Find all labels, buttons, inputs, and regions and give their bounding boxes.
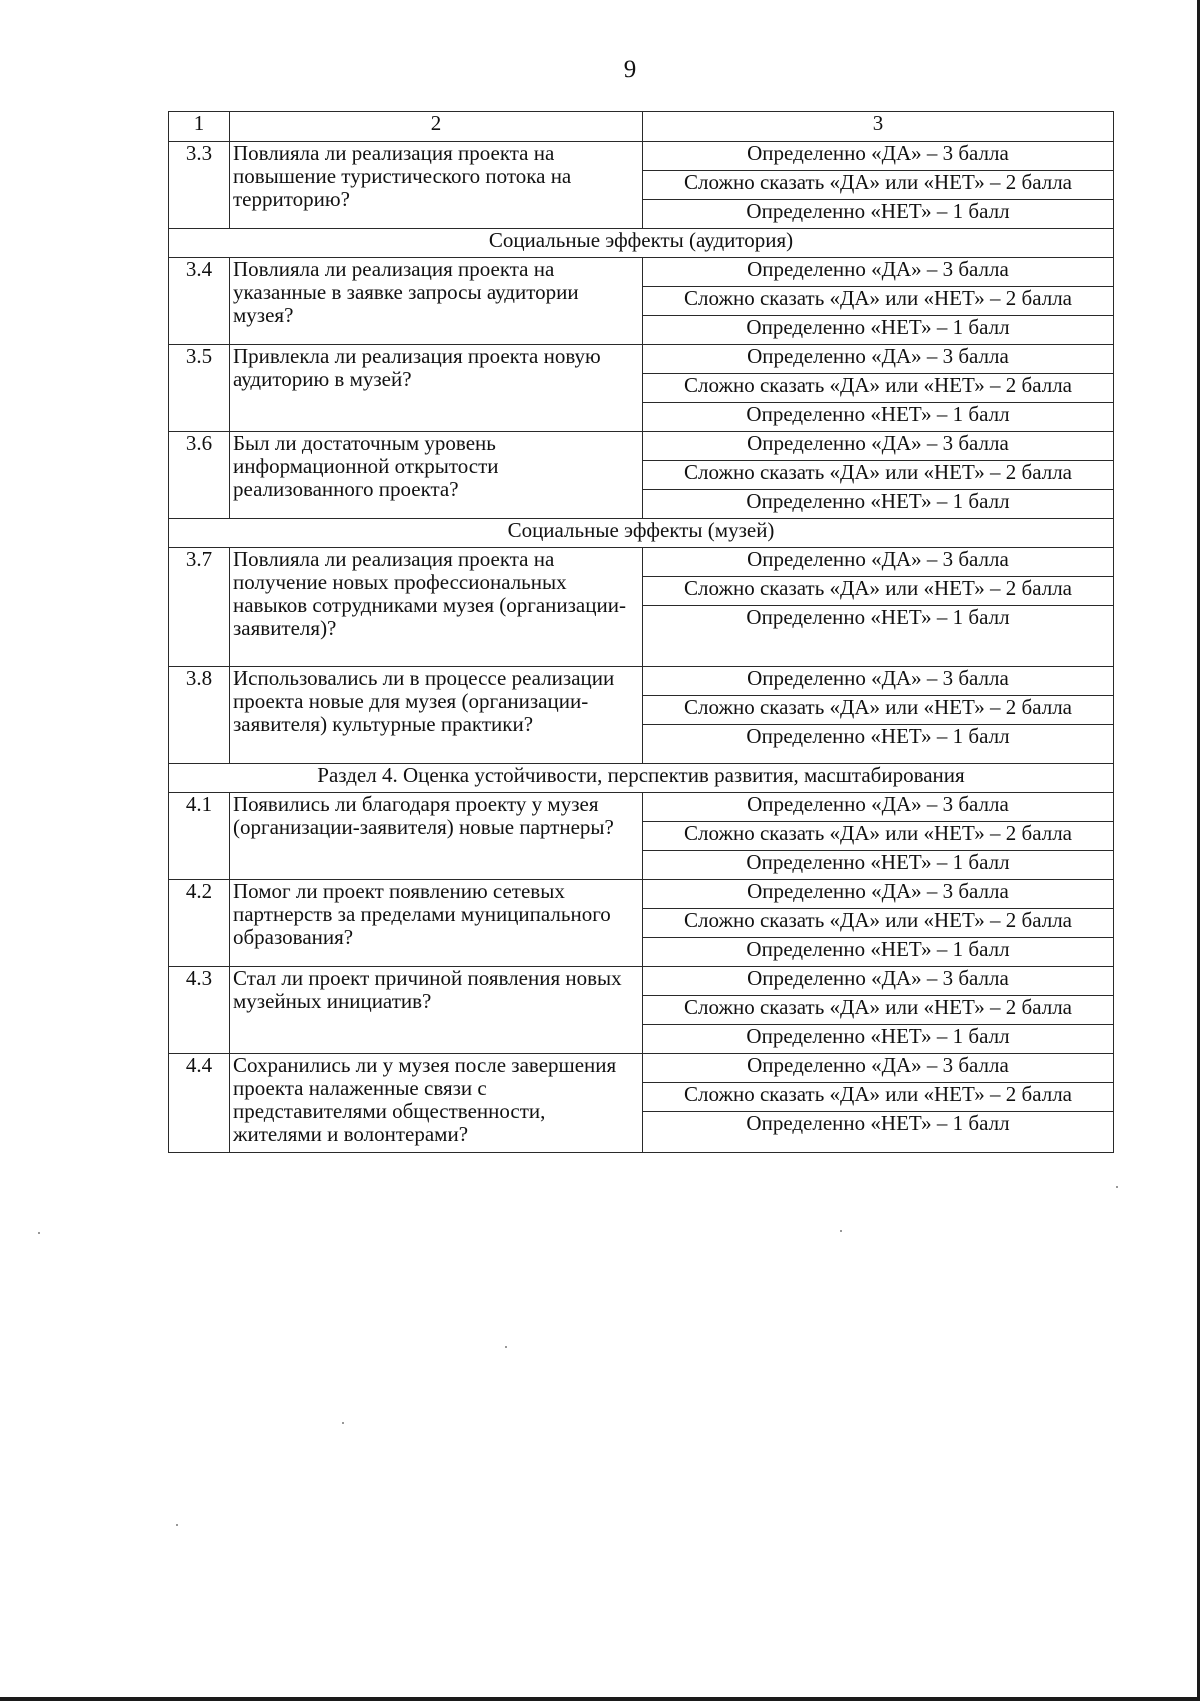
criterion-number: 3.8 xyxy=(169,667,230,764)
option-unsure: Сложно сказать «ДА» или «НЕТ» – 2 балла xyxy=(643,1083,1114,1112)
criterion-number: 4.3 xyxy=(169,967,230,1054)
option-no: Определенно «НЕТ» – 1 балл xyxy=(643,200,1114,229)
option-unsure: Сложно сказать «ДА» или «НЕТ» – 2 балла xyxy=(643,696,1114,725)
option-yes: Определенно «ДА» – 3 балла xyxy=(643,258,1114,287)
evaluation-table xyxy=(168,111,1114,1153)
criterion-number: 3.3 xyxy=(169,142,230,229)
table-row xyxy=(169,432,1114,461)
option-no: Определенно «НЕТ» – 1 балл xyxy=(643,1025,1114,1054)
criterion-question: Повлияла ли реализация проекта на повышение туристического потока на территорию? xyxy=(230,142,643,229)
criterion-number: 3.4 xyxy=(169,258,230,345)
section-row xyxy=(169,229,1114,258)
option-no: Определенно «НЕТ» – 1 балл xyxy=(643,851,1114,880)
option-yes: Определенно «ДА» – 3 балла xyxy=(643,967,1114,996)
option-no: Определенно «НЕТ» – 1 балл xyxy=(643,725,1114,764)
option-yes: Определенно «ДА» – 3 балла xyxy=(643,1054,1114,1083)
scan-speck xyxy=(38,1232,40,1234)
scan-speck xyxy=(505,1346,507,1348)
option-unsure: Сложно сказать «ДА» или «НЕТ» – 2 балла xyxy=(643,287,1114,316)
option-unsure: Сложно сказать «ДА» или «НЕТ» – 2 балла xyxy=(643,577,1114,606)
option-no: Определенно «НЕТ» – 1 балл xyxy=(643,938,1114,967)
scan-speck xyxy=(1116,1186,1118,1188)
option-yes: Определенно «ДА» – 3 балла xyxy=(643,432,1114,461)
column-header: 3 xyxy=(643,112,1114,142)
column-header: 2 xyxy=(230,112,643,142)
criterion-number: 4.2 xyxy=(169,880,230,967)
criterion-number: 3.5 xyxy=(169,345,230,432)
table-row xyxy=(169,667,1114,696)
section-heading: Раздел 4. Оценка устойчивости, перспектив развития, масштабирования xyxy=(169,764,1114,793)
scan-speck xyxy=(840,1230,842,1232)
section-heading: Социальные эффекты (аудитория) xyxy=(169,229,1114,258)
criterion-question: Привлекла ли реализация проекта новую аудиторию в музей? xyxy=(230,345,643,432)
table-header-row xyxy=(169,112,1114,142)
page-number: 9 xyxy=(623,56,637,83)
table-row xyxy=(169,258,1114,287)
option-unsure: Сложно сказать «ДА» или «НЕТ» – 2 балла xyxy=(643,461,1114,490)
table-row xyxy=(169,967,1114,996)
section-row xyxy=(169,519,1114,548)
option-yes: Определенно «ДА» – 3 балла xyxy=(643,880,1114,909)
criterion-question: Помог ли проект появлению сетевых партнерств за пределами муниципального образования? xyxy=(230,880,643,967)
option-no: Определенно «НЕТ» – 1 балл xyxy=(643,403,1114,432)
criterion-question: Повлияла ли реализация проекта на указанные в заявке запросы аудитории музея? xyxy=(230,258,643,345)
option-no: Определенно «НЕТ» – 1 балл xyxy=(643,490,1114,519)
option-yes: Определенно «ДА» – 3 балла xyxy=(643,142,1114,171)
option-yes: Определенно «ДА» – 3 балла xyxy=(643,793,1114,822)
criterion-question: Был ли достаточным уровень информационной открытости реализованного проекта? xyxy=(230,432,643,519)
criterion-number: 4.4 xyxy=(169,1054,230,1153)
table-row xyxy=(169,880,1114,909)
option-unsure: Сложно сказать «ДА» или «НЕТ» – 2 балла xyxy=(643,171,1114,200)
option-unsure: Сложно сказать «ДА» или «НЕТ» – 2 балла xyxy=(643,822,1114,851)
criterion-question: Сохранились ли у музея после завершения проекта налаженные связи с представителями общественности, жителями и волонтерами? xyxy=(230,1054,643,1153)
table-row xyxy=(169,1054,1114,1083)
scan-speck xyxy=(342,1422,344,1424)
option-unsure: Сложно сказать «ДА» или «НЕТ» – 2 балла xyxy=(643,996,1114,1025)
option-yes: Определенно «ДА» – 3 балла xyxy=(643,345,1114,374)
option-no: Определенно «НЕТ» – 1 балл xyxy=(643,316,1114,345)
criterion-question: Использовались ли в процессе реализации проекта новые для музея (организации-заявителя) культурные практики? xyxy=(230,667,643,764)
criterion-number: 4.1 xyxy=(169,793,230,880)
scan-speck xyxy=(176,1524,178,1526)
column-header: 1 xyxy=(169,112,230,142)
option-unsure: Сложно сказать «ДА» или «НЕТ» – 2 балла xyxy=(643,374,1114,403)
table-row xyxy=(169,548,1114,577)
criterion-number: 3.7 xyxy=(169,548,230,667)
option-yes: Определенно «ДА» – 3 балла xyxy=(643,667,1114,696)
table-row xyxy=(169,345,1114,374)
criterion-question: Стал ли проект причиной появления новых музейных инициатив? xyxy=(230,967,643,1054)
table-row xyxy=(169,793,1114,822)
option-yes: Определенно «ДА» – 3 балла xyxy=(643,548,1114,577)
section-heading: Социальные эффекты (музей) xyxy=(169,519,1114,548)
criterion-question: Появились ли благодаря проекту у музея (организации-заявителя) новые партнеры? xyxy=(230,793,643,880)
option-unsure: Сложно сказать «ДА» или «НЕТ» – 2 балла xyxy=(643,909,1114,938)
criterion-question: Повлияла ли реализация проекта на получение новых профессиональных навыков сотрудниками музея (организации-заявителя)? xyxy=(230,548,643,667)
criterion-number: 3.6 xyxy=(169,432,230,519)
option-no: Определенно «НЕТ» – 1 балл xyxy=(643,1112,1114,1153)
option-no: Определенно «НЕТ» – 1 балл xyxy=(643,606,1114,667)
table-row xyxy=(169,142,1114,171)
section-row xyxy=(169,764,1114,793)
